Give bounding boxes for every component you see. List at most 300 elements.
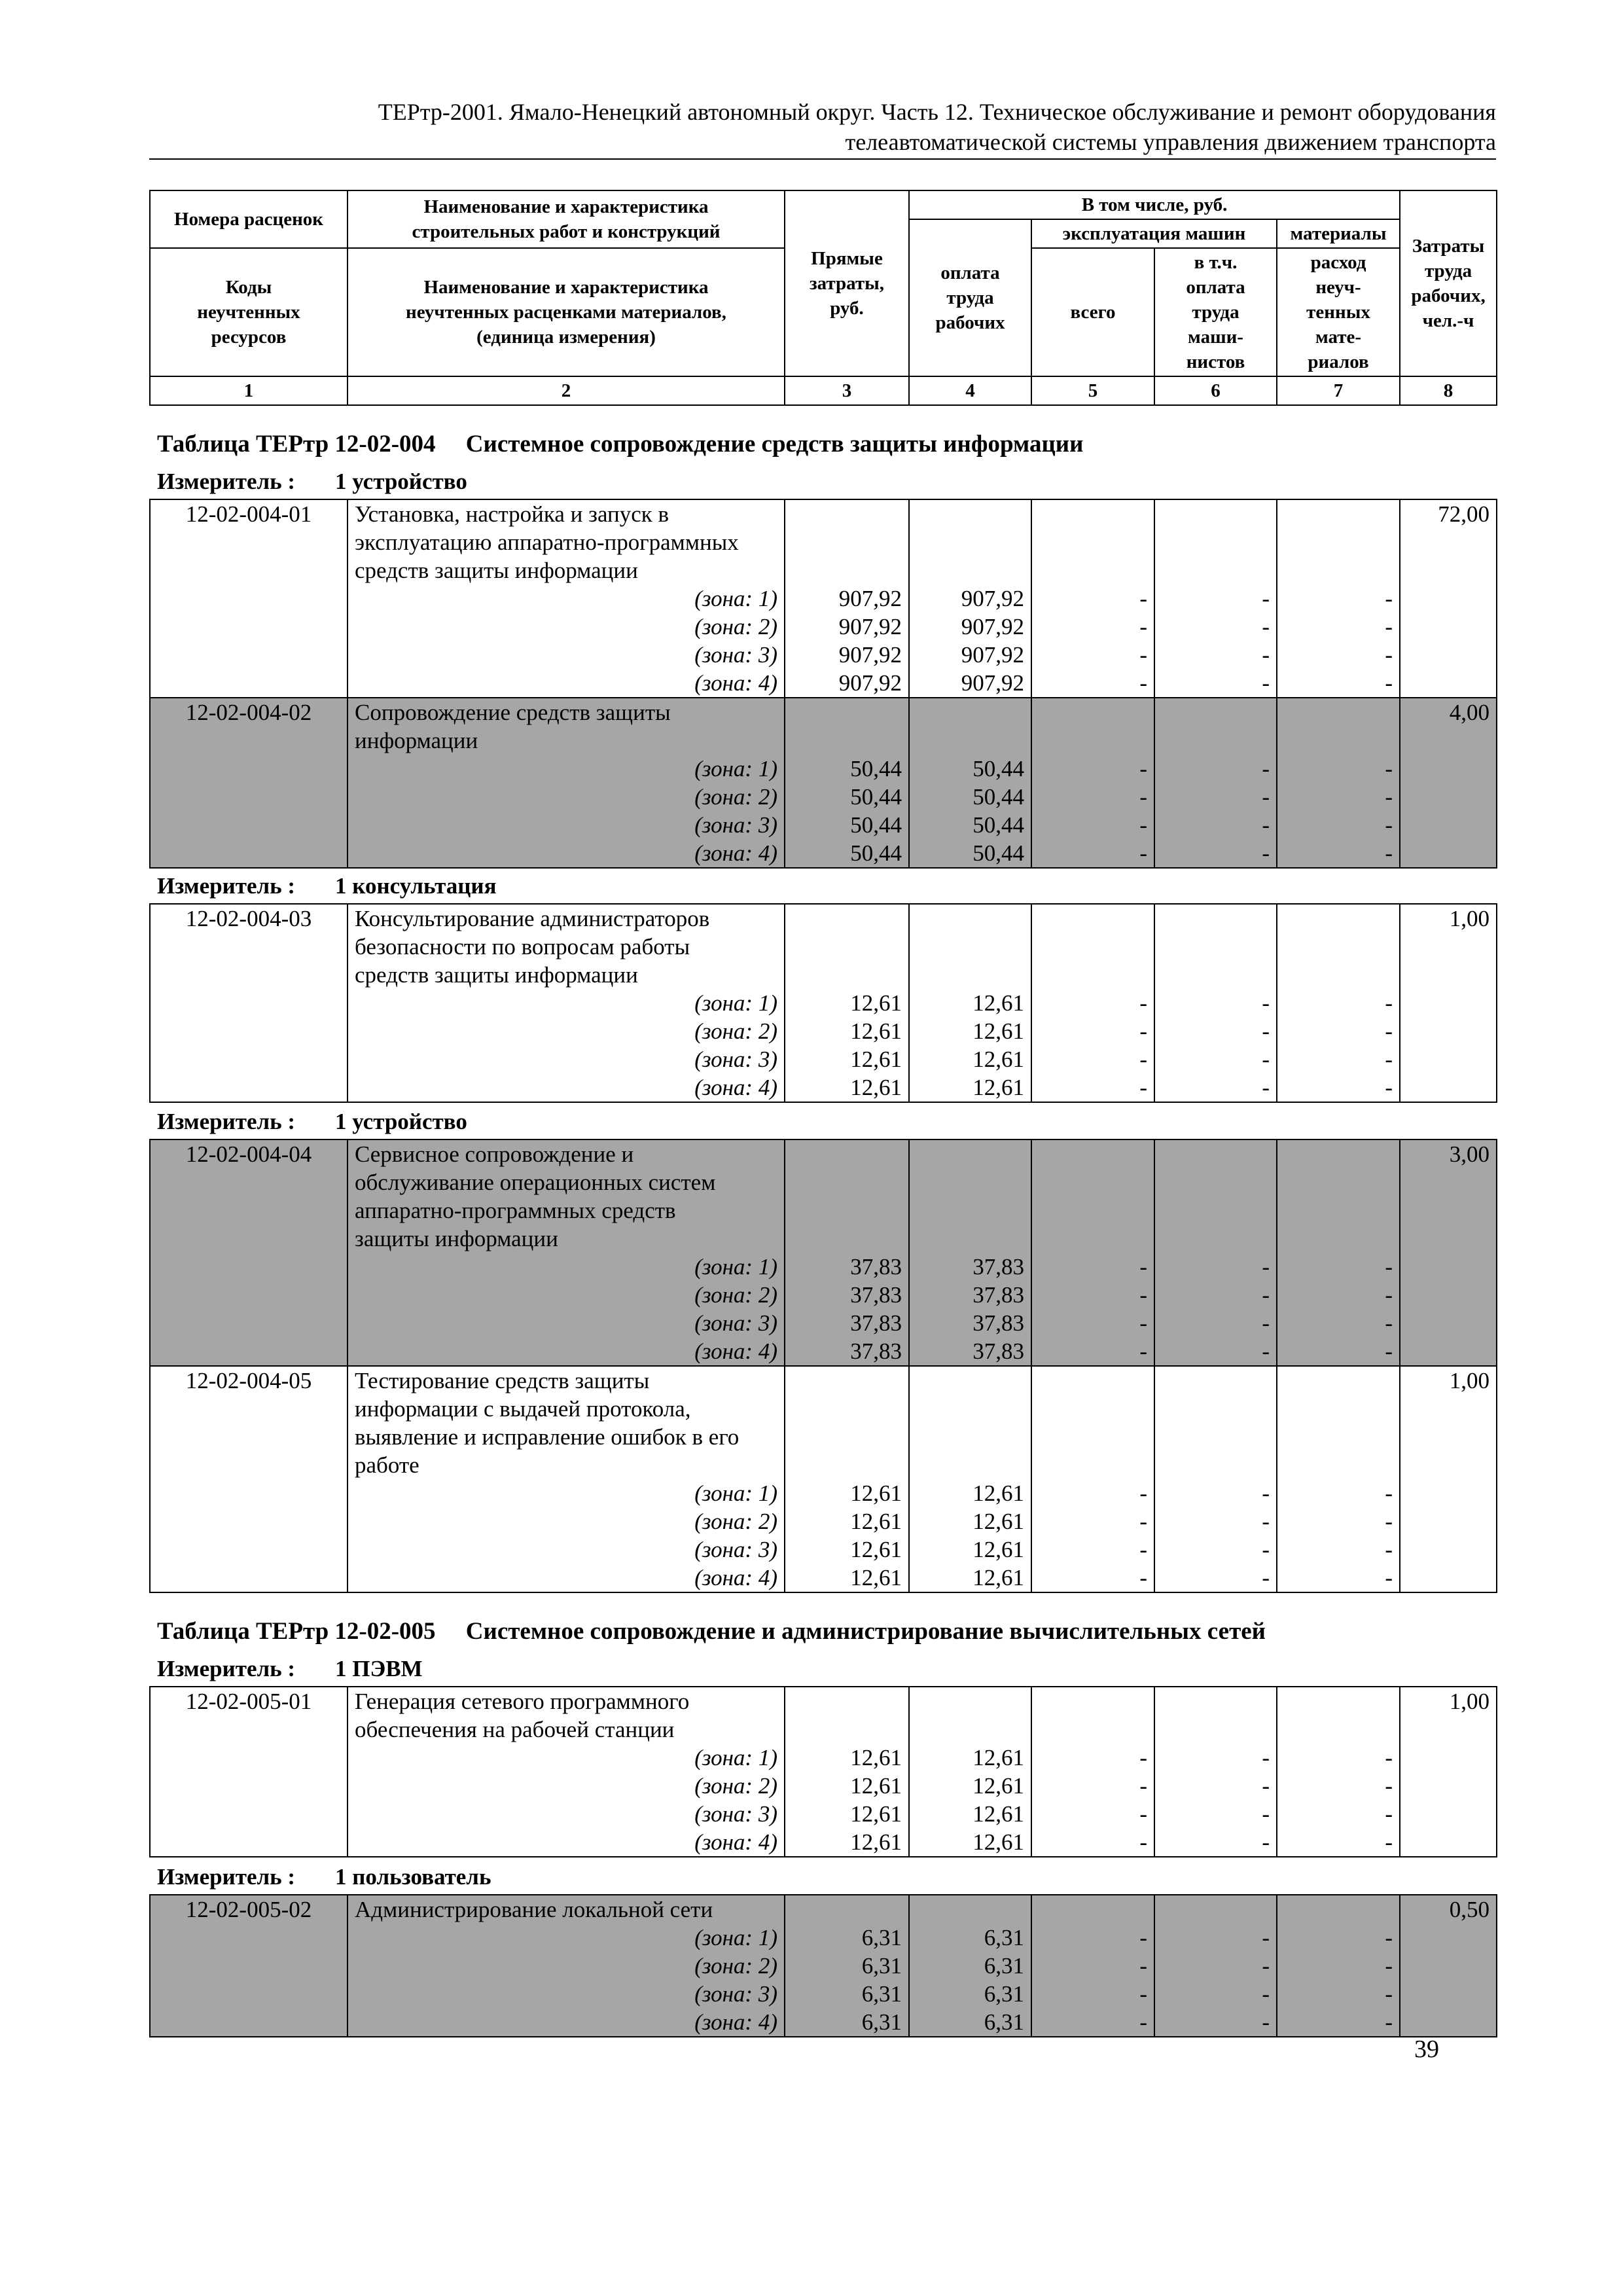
worker-wage-value: 12,61: [972, 1829, 1024, 1855]
machinist-wage-cell: [1154, 904, 1277, 1102]
header-machinist-wages-line-2: оплата: [1186, 277, 1245, 298]
worker-wage-cell: [909, 1366, 1031, 1592]
machines-total-value: -: [1139, 1310, 1147, 1336]
header-machinist-wages: [1154, 248, 1277, 376]
header-labor-costs-line-2: труда: [1424, 260, 1472, 281]
direct-cost-value: 12,61: [850, 1509, 902, 1534]
blank-line: [792, 1395, 902, 1423]
page-number: 39: [1414, 2036, 1439, 2063]
machinist-wage-value: -: [1262, 1338, 1270, 1364]
table-row: [150, 698, 1497, 868]
zone-label: (зона: 4): [694, 1829, 777, 1855]
blank-line: [1284, 528, 1393, 556]
machinist-wage-value: -: [1262, 1254, 1270, 1280]
machinist-wage-value: -: [1262, 1773, 1270, 1799]
machinist-wage-value: -: [1262, 642, 1270, 668]
machinist-wage-value: -: [1262, 1075, 1270, 1100]
unaccounted-materials-value: -: [1385, 1537, 1393, 1562]
blank-line: [1162, 726, 1270, 755]
blank-line: [1162, 961, 1270, 989]
direct-cost-value: 6,31: [861, 1981, 902, 2007]
blank-line: [916, 1687, 1024, 1715]
blank-line: [1162, 1225, 1270, 1253]
unaccounted-materials-value: -: [1385, 1953, 1393, 1979]
unaccounted-materials-value: -: [1385, 1745, 1393, 1770]
blank-line: [1162, 1196, 1270, 1225]
table-row: [150, 1895, 1497, 2037]
machines-total-value: -: [1139, 614, 1147, 639]
column-number: 8: [1400, 376, 1497, 405]
machinist-wage-value: -: [1262, 784, 1270, 810]
labor-cost: 1,00: [1400, 904, 1497, 1102]
blank-line: [1162, 1140, 1270, 1168]
rate-code: 12-02-005-01: [150, 1687, 348, 1857]
unaccounted-materials-value: -: [1385, 756, 1393, 781]
unaccounted-materials-value: -: [1385, 1480, 1393, 1506]
unaccounted-materials-value: -: [1385, 586, 1393, 611]
measure-unit: 1 устройство: [335, 469, 467, 494]
blank-line: [1162, 933, 1270, 961]
rate-description: [348, 499, 785, 698]
machines-total-value: -: [1139, 1829, 1147, 1855]
worker-wage-value: 37,83: [972, 1310, 1024, 1336]
zone-label: (зона: 2): [694, 1018, 777, 1044]
blank-line: [1284, 726, 1393, 755]
description-line: информации с выдачей протокола,: [355, 1396, 691, 1422]
machines-total-value: -: [1139, 840, 1147, 866]
unaccounted-materials-value: -: [1385, 1925, 1393, 1950]
zone-label: (зона: 2): [694, 614, 777, 639]
zone-label: (зона: 3): [694, 812, 777, 838]
blank-line: [916, 500, 1024, 528]
zone-label: (зона: 1): [694, 1480, 777, 1506]
unaccounted-materials-cell: [1277, 499, 1400, 698]
blank-line: [916, 1168, 1024, 1196]
direct-cost-value: 907,92: [838, 642, 902, 668]
column-number: 7: [1277, 376, 1400, 405]
worker-wage-value: 50,44: [972, 756, 1024, 781]
direct-cost-value: 12,61: [850, 1075, 902, 1100]
direct-cost-value: 6,31: [861, 2009, 902, 2035]
description-line: Установка, настройка и запуск в: [355, 501, 669, 527]
blank-line: [1284, 961, 1393, 989]
unaccounted-materials-value: -: [1385, 1981, 1393, 2007]
blank-line: [916, 1423, 1024, 1451]
description-line: выявление и исправление ошибок в его: [355, 1424, 740, 1450]
blank-line: [792, 528, 902, 556]
direct-cost-value: 907,92: [838, 586, 902, 611]
description-line: работе: [355, 1452, 419, 1478]
direct-cost-cell: [785, 499, 909, 698]
machinist-wage-value: -: [1262, 1745, 1270, 1770]
machines-total-cell: [1031, 1139, 1154, 1366]
unaccounted-materials-value: -: [1385, 614, 1393, 639]
section-title: Таблица ТЕРтр 12-02-004 Системное сопровождение средств защиты информации: [157, 431, 1084, 457]
column-header-table: [149, 190, 1497, 406]
description-line: безопасности по вопросам работы: [355, 934, 690, 960]
direct-cost-value: 12,61: [850, 1565, 902, 1590]
direct-cost-value: 12,61: [850, 990, 902, 1016]
header-resource-codes: [150, 248, 348, 376]
description-line: Генерация сетевого программного: [355, 1689, 690, 1714]
machines-total-value: -: [1139, 1338, 1147, 1364]
direct-cost-value: 12,61: [850, 1829, 902, 1855]
blank-line: [916, 1895, 1024, 1924]
blank-line: [1162, 1367, 1270, 1395]
header-work-name-line-2: строительных работ и конструкций: [412, 221, 721, 242]
labor-cost: 0,50: [1400, 1895, 1497, 2037]
header-material-name-line-3: (единица измерения): [476, 327, 656, 348]
blank-line: [1039, 1225, 1147, 1253]
blank-line: [792, 933, 902, 961]
rate-description: [348, 904, 785, 1102]
zone-label: (зона: 3): [694, 1801, 777, 1827]
header-machines-group: эксплуатация машин: [1031, 219, 1277, 248]
worker-wage-value: 12,61: [972, 1509, 1024, 1534]
column-number: 5: [1031, 376, 1154, 405]
machines-total-cell: [1031, 698, 1154, 868]
blank-line: [1162, 1687, 1270, 1715]
blank-line: [1284, 1687, 1393, 1715]
zone-label: (зона: 4): [694, 1338, 777, 1364]
worker-wage-value: 907,92: [961, 642, 1024, 668]
description-line: Тестирование средств защиты: [355, 1368, 650, 1393]
running-head-line-1: ТЕРтр-2001. Ямало-Ненецкий автономный округ. Часть 12. Техническое обслуживание и ремонт оборудования: [378, 99, 1496, 125]
machines-total-value: -: [1139, 1018, 1147, 1044]
direct-cost-value: 12,61: [850, 1801, 902, 1827]
rate-code: 12-02-004-02: [150, 698, 348, 868]
blank-line: [792, 1140, 902, 1168]
table-row: [150, 499, 1497, 698]
measure-label: Измеритель :: [157, 873, 296, 899]
machines-total-cell: [1031, 904, 1154, 1102]
unaccounted-materials-value: -: [1385, 1565, 1393, 1590]
blank-line: [916, 1140, 1024, 1168]
blank-line: [1039, 1451, 1147, 1479]
blank-line: [792, 1225, 902, 1253]
blank-line: [916, 528, 1024, 556]
direct-cost-value: 12,61: [850, 1537, 902, 1562]
blank-line: [1284, 1423, 1393, 1451]
header-resource-codes-line-1: Коды: [225, 277, 272, 298]
blank-line: [1039, 1168, 1147, 1196]
header-labor-costs: [1400, 190, 1497, 376]
direct-cost-value: 6,31: [861, 1953, 902, 1979]
machinist-wage-value: -: [1262, 1953, 1270, 1979]
worker-wage-value: 907,92: [961, 614, 1024, 639]
worker-wage-cell: [909, 1895, 1031, 2037]
machinist-wage-value: -: [1262, 1310, 1270, 1336]
worker-wage-value: 6,31: [984, 2009, 1024, 2035]
machines-total-value: -: [1139, 586, 1147, 611]
header-rate-numbers: Номера расценок: [150, 190, 348, 248]
machinist-wage-value: -: [1262, 1565, 1270, 1590]
blank-line: [916, 905, 1024, 933]
zone-label: (зона: 2): [694, 1509, 777, 1534]
worker-wage-value: 37,83: [972, 1282, 1024, 1308]
rate-table: [149, 499, 1497, 869]
machinist-wage-value: -: [1262, 1480, 1270, 1506]
header-worker-wages: [909, 219, 1031, 376]
zone-label: (зона: 4): [694, 670, 777, 696]
rate-code: 12-02-004-04: [150, 1139, 348, 1366]
description-line: средств защиты информации: [355, 962, 638, 988]
measure-label: Измеритель :: [157, 1864, 296, 1890]
blank-line: [1039, 500, 1147, 528]
description-line: информации: [355, 728, 478, 753]
direct-cost-cell: [785, 1139, 909, 1366]
header-including-group: В том числе, руб.: [909, 190, 1400, 219]
machinist-wage-value: -: [1262, 812, 1270, 838]
zone-label: (зона: 4): [694, 1565, 777, 1590]
description-line: эксплуатацию аппаратно-программных: [355, 529, 739, 555]
worker-wage-value: 12,61: [972, 1537, 1024, 1562]
blank-line: [1284, 500, 1393, 528]
unaccounted-materials-cell: [1277, 1139, 1400, 1366]
unaccounted-materials-value: -: [1385, 1801, 1393, 1827]
blank-line: [916, 1395, 1024, 1423]
machines-total-value: -: [1139, 1047, 1147, 1072]
worker-wage-value: 50,44: [972, 840, 1024, 866]
unaccounted-materials-value: -: [1385, 990, 1393, 1016]
direct-cost-value: 50,44: [850, 840, 902, 866]
machines-total-cell: [1031, 1687, 1154, 1857]
labor-cost: 1,00: [1400, 1687, 1497, 1857]
unaccounted-materials-value: -: [1385, 1282, 1393, 1308]
machinist-wage-value: -: [1262, 1282, 1270, 1308]
measure-unit: 1 ПЭВМ: [335, 1656, 423, 1681]
header-material-name-line-1: Наименование и характеристика: [423, 277, 709, 298]
blank-line: [1039, 1687, 1147, 1715]
worker-wage-cell: [909, 904, 1031, 1102]
machines-total-cell: [1031, 1895, 1154, 2037]
zone-label: (зона: 1): [694, 1745, 777, 1770]
worker-wage-value: 12,61: [972, 1075, 1024, 1100]
direct-cost-value: 50,44: [850, 784, 902, 810]
zone-label: (зона: 4): [694, 840, 777, 866]
worker-wage-value: 907,92: [961, 670, 1024, 696]
zone-label: (зона: 2): [694, 1282, 777, 1308]
blank-line: [1039, 556, 1147, 584]
header-direct-costs-line-3: руб.: [830, 298, 864, 319]
worker-wage-value: 12,61: [972, 1047, 1024, 1072]
zone-label: (зона: 3): [694, 642, 777, 668]
blank-line: [916, 1367, 1024, 1395]
zone-label: (зона: 4): [694, 1075, 777, 1100]
direct-cost-value: 12,61: [850, 1773, 902, 1799]
header-work-name: [348, 190, 785, 248]
blank-line: [1162, 1168, 1270, 1196]
blank-line: [1284, 933, 1393, 961]
header-unaccounted-materials-line-1: расход: [1310, 252, 1366, 273]
machines-total-value: -: [1139, 1480, 1147, 1506]
machinist-wage-cell: [1154, 698, 1277, 868]
blank-line: [792, 1423, 902, 1451]
measure-unit: 1 устройство: [335, 1109, 467, 1134]
description-line: Сервисное сопровождение и: [355, 1141, 634, 1167]
blank-line: [1162, 1715, 1270, 1744]
unaccounted-materials-cell: [1277, 904, 1400, 1102]
direct-cost-value: 12,61: [850, 1047, 902, 1072]
machines-total-cell: [1031, 1366, 1154, 1592]
machines-total-value: -: [1139, 642, 1147, 668]
description-line: Консультирование администраторов: [355, 906, 710, 931]
blank-line: [1039, 933, 1147, 961]
header-worker-wages-line-3: рабочих: [935, 312, 1005, 333]
zone-label: (зона: 1): [694, 756, 777, 781]
header-machines-total: всего: [1031, 248, 1154, 376]
description-line: обеспечения на рабочей станции: [355, 1717, 675, 1742]
blank-line: [1039, 1140, 1147, 1168]
unaccounted-materials-value: -: [1385, 670, 1393, 696]
blank-line: [1284, 1225, 1393, 1253]
machines-total-cell: [1031, 499, 1154, 698]
header-labor-costs-line-4: чел.-ч: [1422, 310, 1474, 331]
labor-cost: 3,00: [1400, 1139, 1497, 1366]
blank-line: [792, 726, 902, 755]
machines-total-value: -: [1139, 1801, 1147, 1827]
description-line: средств защиты информации: [355, 558, 638, 583]
worker-wage-value: 12,61: [972, 1480, 1024, 1506]
worker-wage-value: 37,83: [972, 1338, 1024, 1364]
header-materials-group: материалы: [1277, 219, 1400, 248]
direct-cost-value: 37,83: [850, 1338, 902, 1364]
running-head-line-2: телеавтоматической системы управления движением транспорта: [845, 129, 1496, 155]
machines-total-value: -: [1139, 1925, 1147, 1950]
description-line: аппаратно-программных средств: [355, 1198, 676, 1223]
blank-line: [1039, 528, 1147, 556]
worker-wage-value: 6,31: [984, 1981, 1024, 2007]
blank-line: [1284, 1196, 1393, 1225]
blank-line: [1039, 1423, 1147, 1451]
blank-line: [1284, 1895, 1393, 1924]
header-direct-costs: [785, 190, 909, 376]
blank-line: [916, 1715, 1024, 1744]
blank-line: [1284, 1395, 1393, 1423]
rate-code: 12-02-005-02: [150, 1895, 348, 2037]
unaccounted-materials-value: -: [1385, 1310, 1393, 1336]
machinist-wage-value: -: [1262, 614, 1270, 639]
header-labor-costs-line-1: Затраты: [1412, 236, 1485, 257]
unaccounted-materials-value: -: [1385, 840, 1393, 866]
unaccounted-materials-value: -: [1385, 1018, 1393, 1044]
blank-line: [792, 1451, 902, 1479]
machines-total-value: -: [1139, 1537, 1147, 1562]
rate-table: [149, 903, 1497, 1103]
machinist-wage-value: -: [1262, 840, 1270, 866]
blank-line: [1039, 698, 1147, 726]
header-machinist-wages-line-5: нистов: [1186, 351, 1245, 372]
worker-wage-value: 12,61: [972, 1745, 1024, 1770]
unaccounted-materials-value: -: [1385, 1338, 1393, 1364]
machinist-wage-value: -: [1262, 1981, 1270, 2007]
machinist-wage-value: -: [1262, 1047, 1270, 1072]
machinist-wage-cell: [1154, 1687, 1277, 1857]
rate-table: [149, 1139, 1497, 1593]
machinist-wage-cell: [1154, 499, 1277, 698]
machinist-wage-value: -: [1262, 756, 1270, 781]
measure-unit: 1 пользователь: [335, 1864, 491, 1890]
machines-total-value: -: [1139, 784, 1147, 810]
worker-wage-value: 12,61: [972, 1565, 1024, 1590]
zone-label: (зона: 3): [694, 1981, 777, 2007]
description-line: Сопровождение средств защиты: [355, 700, 671, 725]
header-direct-costs-line-2: затраты,: [809, 273, 885, 294]
blank-line: [916, 961, 1024, 989]
direct-cost-value: 12,61: [850, 1018, 902, 1044]
column-number: 6: [1154, 376, 1277, 405]
rate-description: [348, 1366, 785, 1592]
blank-line: [1039, 1715, 1147, 1744]
worker-wage-cell: [909, 1687, 1031, 1857]
machines-total-value: -: [1139, 670, 1147, 696]
blank-line: [792, 1895, 902, 1924]
unaccounted-materials-cell: [1277, 1687, 1400, 1857]
blank-line: [1162, 1423, 1270, 1451]
zone-label: (зона: 1): [694, 1254, 777, 1280]
direct-cost-value: 37,83: [850, 1254, 902, 1280]
direct-cost-cell: [785, 904, 909, 1102]
unaccounted-materials-value: -: [1385, 642, 1393, 668]
unaccounted-materials-value: -: [1385, 784, 1393, 810]
zone-label: (зона: 4): [694, 2009, 777, 2035]
blank-line: [1162, 500, 1270, 528]
direct-cost-value: 37,83: [850, 1310, 902, 1336]
measure-row: [157, 872, 497, 901]
labor-cost: 4,00: [1400, 698, 1497, 868]
worker-wage-value: 50,44: [972, 812, 1024, 838]
header-material-name-line-2: неучтенных расценками материалов,: [406, 302, 726, 323]
blank-line: [792, 500, 902, 528]
header-worker-wages-line-1: оплата: [940, 262, 1000, 283]
zone-label: (зона: 2): [694, 1773, 777, 1799]
machinist-wage-value: -: [1262, 670, 1270, 696]
blank-line: [1039, 1895, 1147, 1924]
direct-cost-value: 907,92: [838, 670, 902, 696]
direct-cost-value: 50,44: [850, 756, 902, 781]
measure-label: Измеритель :: [157, 469, 296, 494]
zone-label: (зона: 1): [694, 586, 777, 611]
direct-cost-value: 12,61: [850, 1745, 902, 1770]
blank-line: [1162, 1395, 1270, 1423]
blank-line: [916, 556, 1024, 584]
unaccounted-materials-cell: [1277, 1895, 1400, 2037]
machines-total-value: -: [1139, 1565, 1147, 1590]
rate-code: 12-02-004-01: [150, 499, 348, 698]
worker-wage-value: 12,61: [972, 990, 1024, 1016]
header-machinist-wages-line-1: в т.ч.: [1194, 252, 1238, 273]
blank-line: [916, 1225, 1024, 1253]
blank-line: [1162, 1451, 1270, 1479]
header-unaccounted-materials-line-5: риалов: [1308, 351, 1369, 372]
labor-cost: 1,00: [1400, 1366, 1497, 1592]
direct-cost-value: 37,83: [850, 1282, 902, 1308]
header-labor-costs-line-3: рабочих,: [1411, 285, 1486, 306]
worker-wage-value: 12,61: [972, 1801, 1024, 1827]
rate-code: 12-02-004-03: [150, 904, 348, 1102]
blank-line: [916, 698, 1024, 726]
direct-cost-value: 907,92: [838, 614, 902, 639]
blank-line: [1162, 698, 1270, 726]
description-line: обслуживание операционных систем: [355, 1170, 716, 1195]
blank-line: [1284, 1367, 1393, 1395]
blank-line: [1284, 905, 1393, 933]
worker-wage-value: 50,44: [972, 784, 1024, 810]
worker-wage-value: 12,61: [972, 1773, 1024, 1799]
blank-line: [792, 1367, 902, 1395]
blank-line: [916, 726, 1024, 755]
header-machinist-wages-line-3: труда: [1192, 302, 1240, 323]
